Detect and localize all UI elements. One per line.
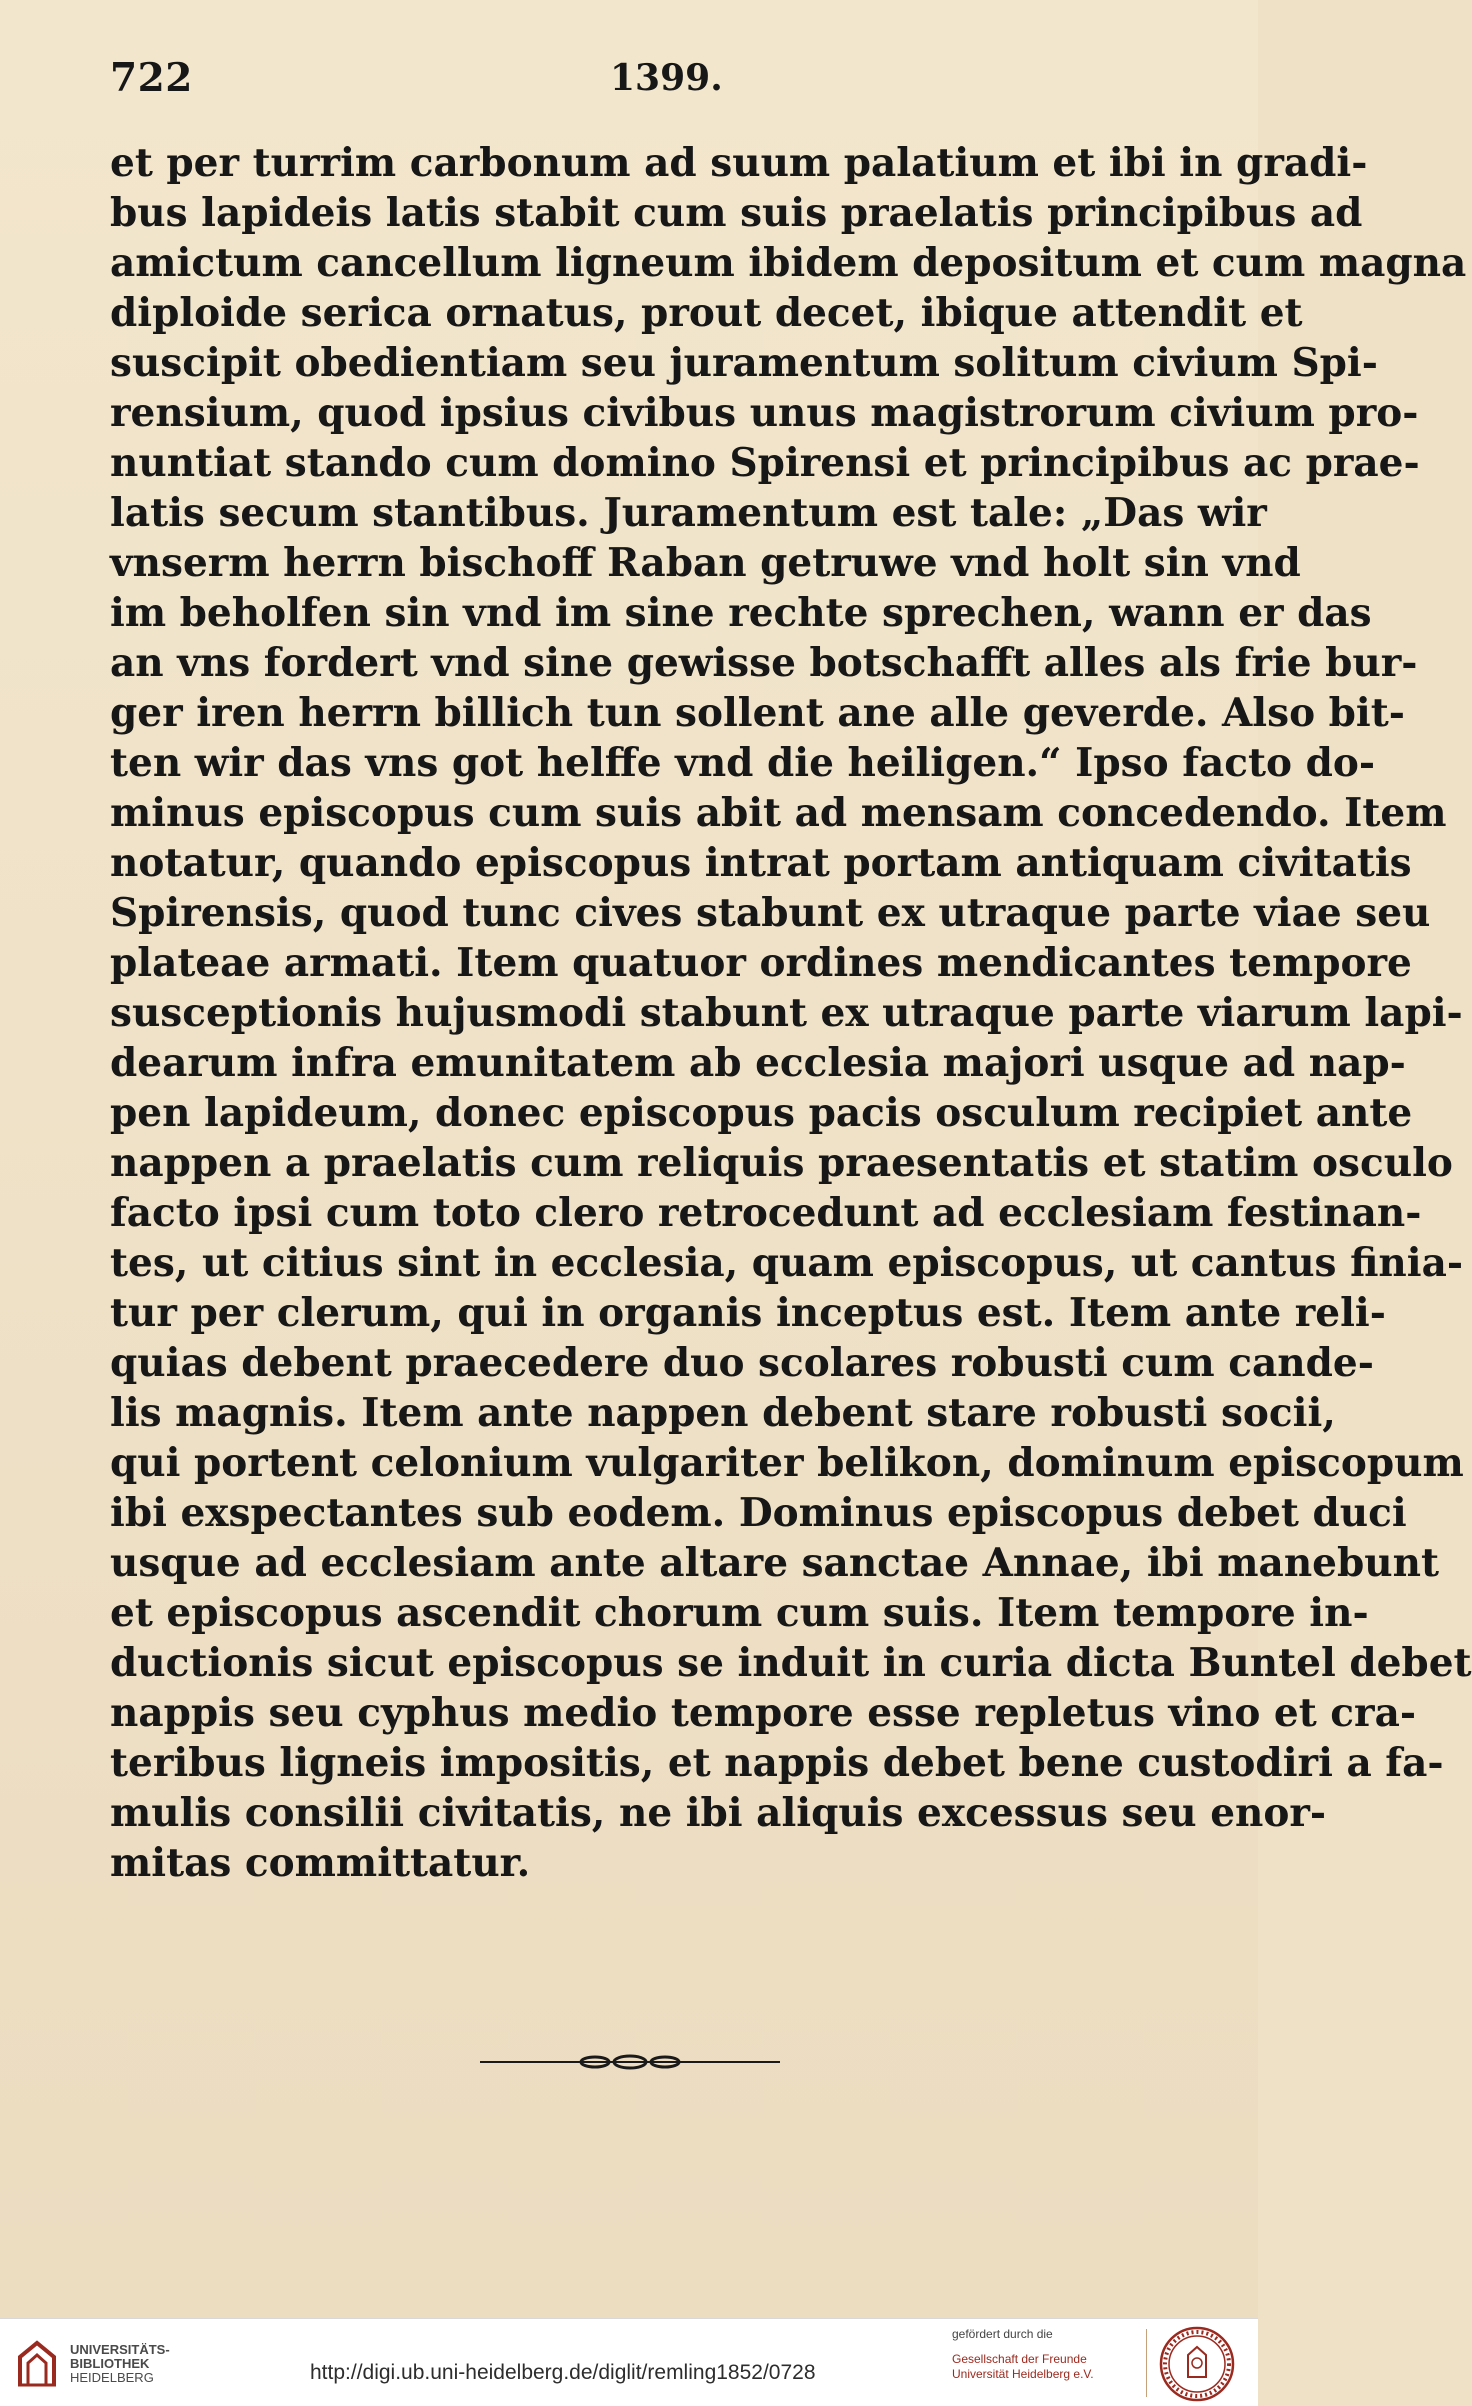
text-line: mitas committatur. xyxy=(110,1840,531,1886)
text-line: qui portent celonium vulgariter belikon, dominum episcopum xyxy=(110,1440,1464,1486)
running-head-year: 1399. xyxy=(610,57,723,99)
university-seal-icon xyxy=(1158,2325,1236,2403)
funded-by-label: gefördert durch die xyxy=(952,2327,1053,2341)
text-line: suscipit obedientiam seu juramentum solitum civium Spi- xyxy=(110,340,1378,386)
text-line: amictum cancellum ligneum ibidem depositum et cum magna xyxy=(110,240,1467,286)
library-name-line: BIBLIOTHEK xyxy=(70,2356,150,2371)
text-line: facto ipsi cum toto clero retrocedunt ad ecclesiam festinan- xyxy=(110,1190,1422,1236)
library-name xyxy=(70,2343,170,2385)
text-line: et per turrim carbonum ad suum palatium et ibi in gradi- xyxy=(110,140,1368,186)
sponsor-name-line: Universität Heidelberg e.V. xyxy=(952,2367,1094,2381)
text-line: ten wir das vns got helffe vnd die heiligen.“ Ipso facto do- xyxy=(110,740,1376,786)
text-line: mulis consilii civitatis, ne ibi aliquis excessus seu enor- xyxy=(110,1790,1327,1836)
page-header xyxy=(110,55,1180,105)
text-line: teribus ligneis impositis, et nappis debet bene custodiri a fa- xyxy=(110,1740,1444,1786)
text-line: et episcopus ascendit chorum cum suis. Item tempore in- xyxy=(110,1590,1369,1636)
text-line: nappen a praelatis cum reliquis praesentatis et statim osculo xyxy=(110,1140,1453,1186)
text-line: nuntiat stando cum domino Spirensi et principibus ac prae- xyxy=(110,440,1420,486)
permalink-url[interactable]: http://digi.ub.uni-heidelberg.de/diglit/remling1852/0728 xyxy=(310,2361,816,2384)
footer-divider xyxy=(1146,2329,1147,2397)
ornament-divider xyxy=(480,2050,780,2074)
text-line: Spirensis, quod tunc cives stabunt ex utraque parte viae seu xyxy=(110,890,1431,936)
text-line: ductionis sicut episcopus se induit in curia dicta Buntel debet xyxy=(110,1640,1472,1686)
library-name-line: UNIVERSITÄTS- xyxy=(70,2342,170,2357)
text-line: an vns fordert vnd sine gewisse botschafft alles als frie bur- xyxy=(110,640,1418,686)
text-line: quias debent praecedere duo scolares robusti cum cande- xyxy=(110,1340,1374,1386)
body-text xyxy=(110,138,1472,1888)
text-line: im beholfen sin vnd im sine rechte sprechen, wann er das xyxy=(110,590,1372,636)
text-line: lis magnis. Item ante nappen debent stare robusti socii, xyxy=(110,1390,1336,1436)
text-line: ger iren herrn billich tun sollent ane alle geverde. Also bit- xyxy=(110,690,1405,736)
text-line: ibi exspectantes sub eodem. Dominus episcopus debet duci xyxy=(110,1490,1407,1536)
text-line: latis secum stantibus. Juramentum est tale: „Das wir xyxy=(110,490,1267,536)
text-line: plateae armati. Item quatuor ordines mendicantes tempore xyxy=(110,940,1412,986)
sponsor-name-line: Gesellschaft der Freunde xyxy=(952,2352,1087,2366)
text-line: minus episcopus cum suis abit ad mensam concedendo. Item xyxy=(110,790,1447,836)
text-line: pen lapideum, donec episcopus pacis osculum recipiet ante xyxy=(110,1090,1413,1136)
text-line: tur per clerum, qui in organis inceptus est. Item ante reli- xyxy=(110,1290,1386,1336)
text-line: rensium, quod ipsius civibus unus magistrorum civium pro- xyxy=(110,390,1419,436)
text-line: vnserm herrn bischoff Raban getruwe vnd holt sin vnd xyxy=(110,540,1301,586)
text-line: bus lapideis latis stabit cum suis praelatis principibus ad xyxy=(110,190,1363,236)
library-name-line: HEIDELBERG xyxy=(70,2370,154,2385)
text-line: diploide serica ornatus, prout decet, ibique attendit et xyxy=(110,290,1303,336)
university-library-logo-icon xyxy=(14,2339,60,2389)
text-line: tes, ut citius sint in ecclesia, quam episcopus, ut cantus finia- xyxy=(110,1240,1464,1286)
text-line: susceptionis hujusmodi stabunt ex utraque parte viarum lapi- xyxy=(110,990,1463,1036)
page-number: 722 xyxy=(110,55,193,101)
sponsor-credit xyxy=(952,2327,1132,2382)
text-line: notatur, quando episcopus intrat portam antiquam civitatis xyxy=(110,840,1412,886)
text-line: usque ad ecclesiam ante altare sanctae Annae, ibi manebunt xyxy=(110,1540,1439,1586)
text-line: nappis seu cyphus medio tempore esse repletus vino et cra- xyxy=(110,1690,1417,1736)
viewer-footer xyxy=(0,2318,1258,2406)
text-line: dearum infra emunitatem ab ecclesia majori usque ad nap- xyxy=(110,1040,1406,1086)
